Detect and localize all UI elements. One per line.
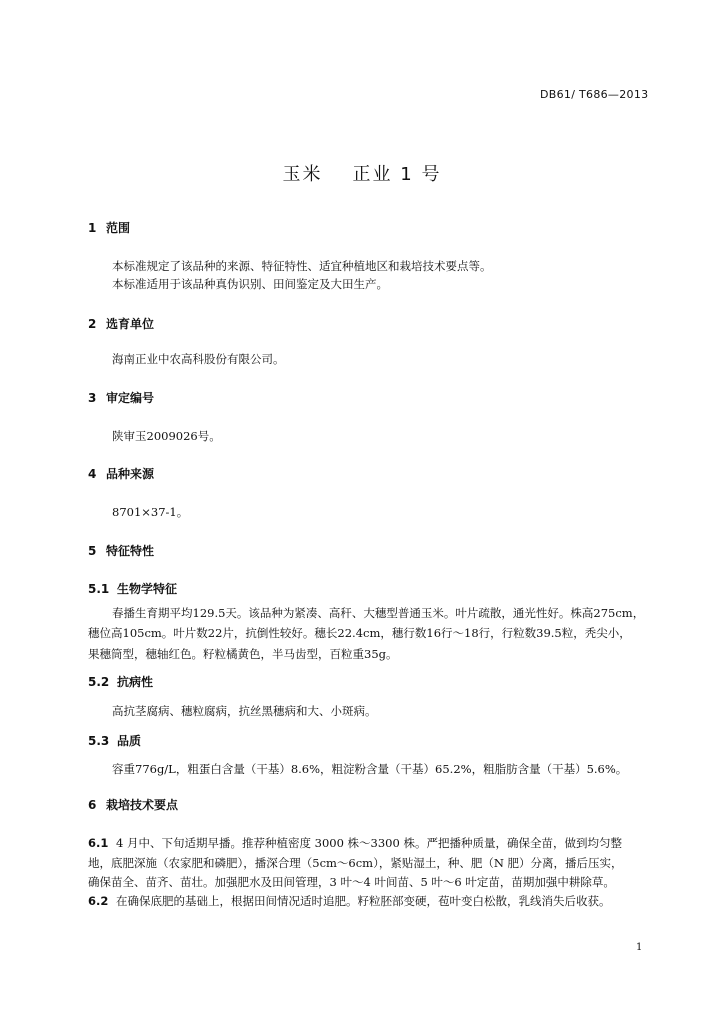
subsection-heading-5-3 [88,733,141,749]
paragraph: 本标准规定了该品种的来源、特征特性、适宜种植地区和栽培技术要点等。 [112,259,492,273]
section-number: 3 [88,391,97,405]
title-variety: 正业 1 号 [352,164,442,185]
clause-text: 4 月中、下旬适期早播。推荐种植密度 3000 株～3300 株。严把播种质量，确保全苗，做到均匀整 [116,836,622,850]
section-number: 1 [88,221,97,235]
title-crop: 玉米 [282,164,323,185]
clause-6-1-line [88,835,622,851]
paragraph-line: 地，底肥深施（农家肥和磷肥），播深合理（5cm～6cm），紧贴湿土，种、肥（N 肥）分离，播后压实， [88,856,623,870]
paragraph: 高抗茎腐病、穗粒腐病，抗丝黑穗病和大、小斑病。 [112,704,377,718]
section-title: 生物学特征 [117,582,178,596]
subsection-heading-5-1 [88,581,177,597]
paragraph: 本标准适用于该品种真伪识别、田间鉴定及大田生产。 [112,277,388,291]
section-title: 品种来源 [106,467,155,481]
subsection-heading-5-2 [88,674,153,690]
section-title: 范围 [106,221,131,235]
page-number: 1 [636,942,643,953]
section-heading-5 [88,543,154,559]
clause-number: 6.2 [88,894,109,908]
paragraph: 8701×37-1。 [112,505,189,519]
section-number: 5 [88,544,97,558]
section-title: 栽培技术要点 [106,798,179,812]
section-heading-6 [88,797,178,813]
page-title [0,160,724,186]
standard-number: DB61/ T686—2013 [540,88,649,101]
section-number: 2 [88,317,97,331]
section-title: 品质 [117,734,142,748]
section-title: 抗病性 [117,675,154,689]
section-number: 5.2 [88,675,110,689]
section-title: 审定编号 [106,391,155,405]
clause-number: 6.1 [88,836,109,850]
paragraph: 容重776g/L，粗蛋白含量（干基）8.6%，粗淀粉含量（干基）65.2%，粗脂肪含量（干基）5.6%。 [112,762,628,776]
paragraph: 陕审玉2009026号。 [112,429,221,443]
clause-6-2-line [88,893,611,909]
section-title: 选育单位 [106,317,155,331]
section-heading-1 [88,220,130,236]
section-title: 特征特性 [106,544,155,558]
section-number: 6 [88,798,97,812]
section-heading-2 [88,316,154,332]
paragraph: 海南正业中农高科股份有限公司。 [112,352,285,366]
paragraph-line: 春播生育期平均129.5天。该品种为紧凑、高秆、大穗型普通玉米。叶片疏散，通光性好。株高275cm， [112,606,645,620]
clause-text: 在确保底肥的基础上，根据田间情况适时追肥。籽粒胚部变硬，苞叶变白松散，乳线消失后收获。 [116,894,611,908]
section-heading-3 [88,390,154,406]
section-heading-4 [88,466,154,482]
section-number: 5.1 [88,582,110,596]
paragraph-line: 确保苗全、苗齐、苗壮。加强肥水及田间管理，3 叶～4 叶间苗、5 叶～6 叶定苗，苗期加强中耕除草。 [88,875,615,889]
section-number: 4 [88,467,97,481]
paragraph-line: 果穗筒型，穗轴红色。籽粒橘黄色，半马齿型，百粒重35g。 [88,647,398,661]
section-number: 5.3 [88,734,110,748]
paragraph-line: 穗位高105cm。叶片数22片，抗倒性较好。穗长22.4cm，穗行数16行～18行，行粒数39.5粒，秃尖小， [88,626,631,640]
